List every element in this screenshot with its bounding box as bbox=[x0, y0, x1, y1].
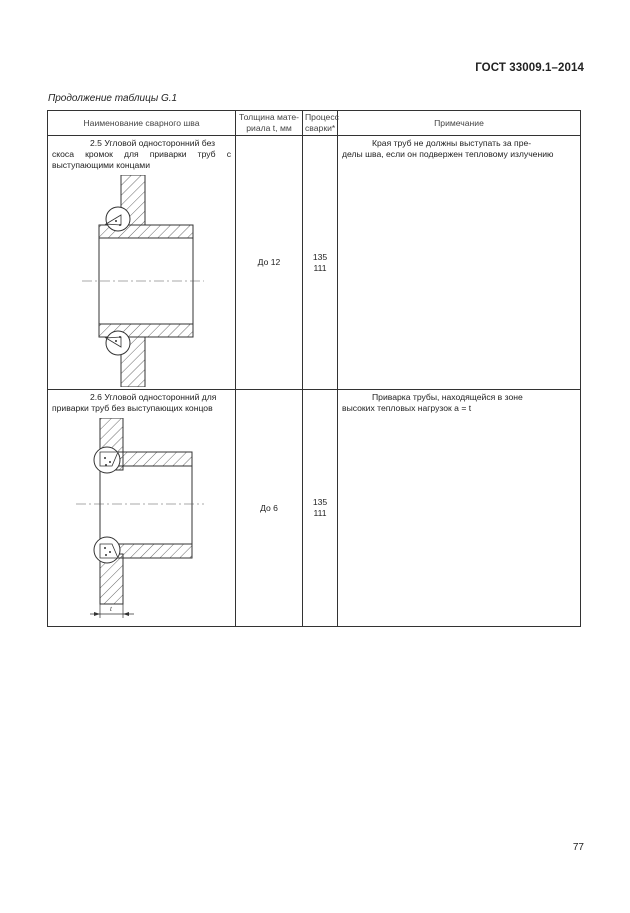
process-code-2: 111 bbox=[313, 508, 327, 518]
header-weld-name: Наименование сварного шва bbox=[48, 111, 236, 136]
page-number: 77 bbox=[572, 842, 584, 853]
note-first: Края труб не должны выступать за пре- bbox=[372, 138, 532, 148]
note-first: Приварка трубы, находящейся в зоне bbox=[372, 392, 523, 402]
weld-name-rest: приварки труб без выступающих концов bbox=[52, 403, 213, 413]
thickness-cell: До 6 bbox=[236, 390, 303, 627]
note-cell bbox=[338, 390, 581, 627]
note-rest: высоких тепловых нагрузок a = t bbox=[342, 403, 472, 413]
header-process bbox=[303, 111, 338, 136]
thickness-cell: До 12 bbox=[236, 136, 303, 390]
header-thickness-line2: риала t, мм bbox=[246, 123, 292, 133]
header-thickness bbox=[236, 111, 303, 136]
table-row bbox=[48, 136, 581, 390]
process-cell bbox=[303, 136, 338, 390]
header-note: Примечание bbox=[338, 111, 581, 136]
process-code-1: 135 bbox=[312, 497, 328, 507]
weld-name-rest: скоса кромок для приварки труб с выступающими концами bbox=[52, 149, 231, 170]
thickness-dimension-label: t bbox=[110, 605, 112, 613]
note-cell bbox=[338, 136, 581, 390]
weld-name-cell bbox=[48, 136, 236, 390]
header-process-line2: сварки* bbox=[305, 123, 336, 133]
table-header-row bbox=[48, 111, 581, 136]
process-code-1: 135 bbox=[312, 251, 328, 262]
table-caption: Продолжение таблицы G.1 bbox=[48, 93, 178, 104]
weld-drawing-2-5 bbox=[52, 175, 232, 387]
standard-designation: ГОСТ 33009.1–2014 bbox=[475, 62, 584, 74]
weld-name-cell bbox=[48, 390, 236, 627]
header-thickness-line1: Толщина мате- bbox=[239, 112, 299, 122]
weld-table bbox=[47, 110, 581, 627]
header-process-line1: Процесс bbox=[305, 112, 339, 122]
table-row bbox=[48, 390, 581, 627]
note-rest: делы шва, если он подвержен тепловому излучению bbox=[342, 149, 554, 159]
weld-name-first: 2.6 Угловой односторонний для bbox=[90, 392, 217, 402]
process-cell bbox=[303, 390, 338, 627]
process-code-2: 111 bbox=[313, 262, 327, 273]
weld-drawing-2-6 bbox=[52, 418, 232, 618]
weld-name-first: 2.5 Угловой односторонний без bbox=[90, 138, 216, 148]
